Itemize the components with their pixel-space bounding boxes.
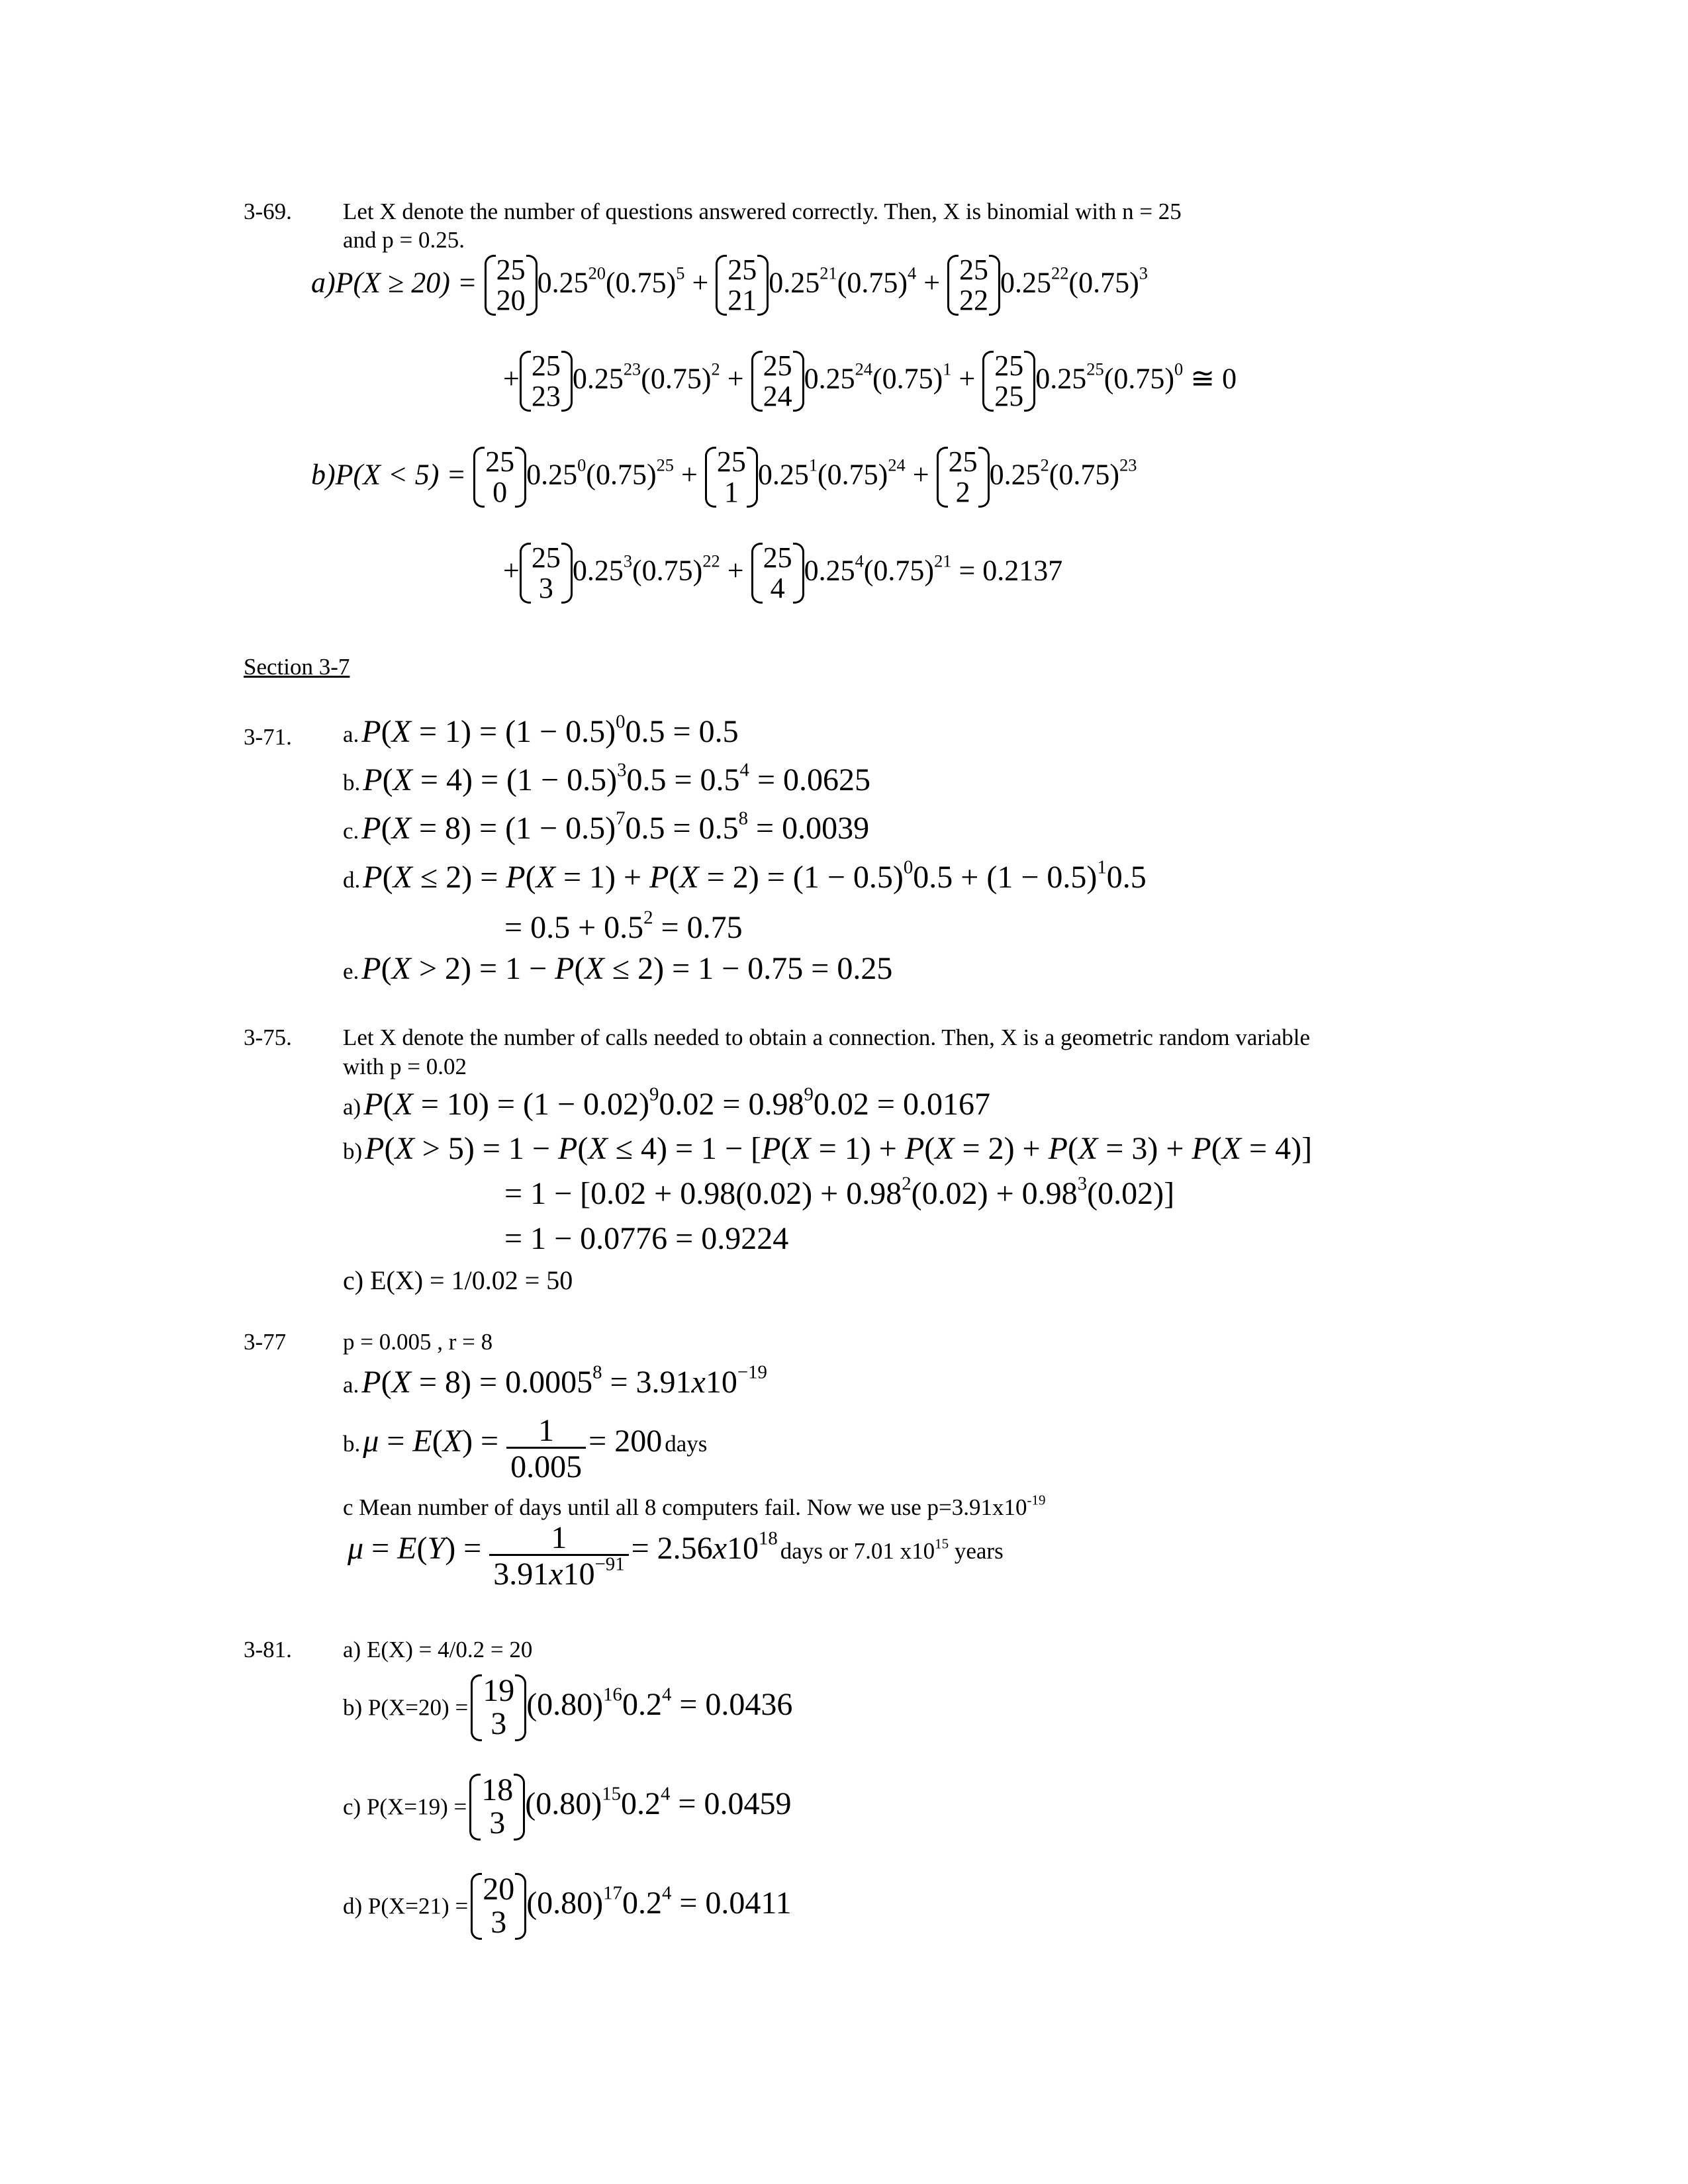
eq-371a: a. $P(X = 1) = (1 - 0.5)^00.5 = 0.5$ [343, 711, 739, 749]
eq-381b: b) P(X=20) = 19 3 $(0.80)^{16}0.2^4 = 0.0436$ [343, 1673, 793, 1742]
eq-377b-unit: days [665, 1431, 708, 1457]
eq-375b-line-3: = 1 − 0.0776 = 0.9224 [504, 1221, 789, 1256]
problem-377c-text-main: c Mean number of days until all 8 computers fail. Now we use p=3.91x10 [343, 1494, 1027, 1520]
problem-number-3-71: 3-71. [244, 724, 292, 750]
eq-371b: b. $P(X = 4) = (1 - 0.5)^30.5 = 0.5^4 = 0.0625$ [343, 759, 871, 797]
binom-25-1: 25 1 [705, 447, 758, 508]
eq-371d-label: d. [343, 867, 361, 893]
eq-369b-line-1: b)P(X < 5) = 25 0 $0.25^0(0.75)^{25}$ + 25 1 $0.25^1(0.75)^{24}$ + 25 2 $0.25^2(0.75)^{23}$ [311, 445, 1137, 509]
problem-intro-line-1: Let X denote the number of questions answered correctly. Then, X is binomial with n = 25 [343, 199, 1182, 224]
fraction: $\frac{1}{3.91x10^{-91}}$ [489, 1522, 628, 1590]
problem-377c-exponent: -19 [1027, 1492, 1046, 1508]
eq-381a: a) E(X) = 4/0.2 = 20 [343, 1637, 533, 1662]
eq-371b-label: b. [343, 770, 361, 796]
eq-375b-line-1: b) P(X > 5) = 1 − P(X ≤ 4) = 1 − [P(X = 1) + P(X = 2) + P(X = 3) + P(X = 4)] [343, 1131, 1313, 1166]
eq-371c: c. $P(X = 8) = (1 - 0.5)^70.5 = 0.5^8 = 0.0039$ [343, 807, 870, 846]
section-heading: Section 3-7 [244, 654, 350, 680]
binom-18-3: 18 3 [469, 1774, 525, 1841]
eq-381c-result: = 0.0459 [678, 1786, 792, 1822]
eq-371c-label: c. [343, 818, 359, 844]
eq-377c-unit-years: years [949, 1538, 1004, 1565]
binom-25-23: 25 23 [520, 351, 573, 412]
eq-375c: c) E(X) = 1/0.02 = 50 [343, 1265, 573, 1295]
eq-381c: c) P(X=19) = 18 3 $(0.80)^{15}0.2^4 = 0.0459$ [343, 1772, 792, 1841]
eq-381b-label: b) P(X=20) = [343, 1694, 469, 1721]
eq-377c: μ = E(Y) = $\frac{1}{3.91x10^{-91}}$ = $2.56x10^{18}$ days or 7.01 $x10^{15}$ years [348, 1520, 1004, 1592]
eq-369a-line-1: a)P(X ≥ 20) = 25 20 $0.25^{20}(0.75)^5$ + 25 21 $0.25^{21}(0.75)^4$ + 25 22 $0.25^{22}(0.75)^3$ [311, 253, 1148, 317]
binom-25-4: 25 4 [751, 543, 804, 604]
problem-number-3-75: 3-75. [244, 1024, 292, 1050]
eq-381b-result: = 0.0436 [679, 1687, 793, 1723]
binom-25-21: 25 21 [716, 255, 769, 316]
eq-381d: d) P(X=21) = 20 3 $(0.80)^{17}0.2^4 = 0.0411$ [343, 1872, 792, 1940]
eq-377a: a. $P(X = 8) = 0.0005^8 = 3.91x10^{-19}$ [343, 1361, 767, 1400]
eq-369a-line-2: + 25 23 $0.25^{23}(0.75)^2$ + 25 24 $0.25^{24}(0.75)^1$ + 25 25 $0.25^{25}(0.75)^0$ ≅ 0 [503, 349, 1237, 413]
binom-25-22: 25 22 [947, 255, 1000, 316]
eq-375a-label: a) [343, 1094, 361, 1120]
eq-381d-result: = 0.0411 [679, 1886, 792, 1921]
binom-25-0: 25 0 [473, 447, 526, 508]
binom-19-3: 19 3 [471, 1674, 526, 1741]
eq-369b-result: = 0.2137 [959, 554, 1063, 587]
binom-25-24: 25 24 [751, 351, 804, 412]
problem-intro-line-2: with p = 0.02 [343, 1054, 467, 1079]
eq-377c-unit-exponent: 15 [935, 1535, 949, 1552]
binom-25-2: 25 2 [937, 447, 990, 508]
binom-20-3: 20 3 [471, 1873, 526, 1940]
eq-381c-label: c) P(X=19) = [343, 1794, 467, 1820]
eq-377b-label: b. [343, 1431, 361, 1457]
eq-369a-label: a)P(X ≥ 20) = [311, 266, 477, 299]
problem-given: p = 0.005 , r = 8 [343, 1329, 493, 1355]
eq-375a: a) $P(X = 10) = (1 - 0.02)^90.02 = 0.98^90.02 = 0.0167$ [343, 1083, 990, 1122]
binom-25-20: 25 20 [485, 255, 538, 316]
eq-369b-line-2: + 25 3 $0.25^3(0.75)^{22}$ + 25 4 $0.25^4(0.75)^{21} = 0.2137$ [503, 541, 1063, 605]
eq-371d-line-1: d. $P(X \le 2) = P(X = 1) + P(X = 2) = (1 - 0.5)^00.5 + (1 - 0.5)^10.5$ [343, 856, 1147, 895]
eq-377a-label: a. [343, 1372, 359, 1398]
problem-377c-text [343, 1492, 1046, 1520]
eq-371e: e. P(X > 2) = 1 − P(X ≤ 2) = 1 − 0.75 = 0.25 [343, 951, 893, 986]
binom-25-3: 25 3 [520, 543, 573, 604]
eq-369b-label: b)P(X < 5) = [311, 458, 467, 491]
problem-number-3-81: 3-81. [244, 1637, 292, 1662]
eq-371e-label: e. [343, 958, 359, 984]
problem-intro-line-2: and p = 0.25. [343, 227, 465, 253]
problem-intro-line-1: Let X denote the number of calls needed to obtain a connection. Then, X is a geometric random variable [343, 1024, 1311, 1050]
problem-number-3-77: 3-77 [244, 1329, 287, 1355]
eq-371a-label: a. [343, 721, 359, 747]
eq-377b: b. μ = E(X) = $\frac{1}{0.005}$ = 200 days [343, 1413, 708, 1484]
eq-377c-unit: days or 7.01 x10 [780, 1538, 935, 1565]
problem-number-3-69: 3-69. [244, 199, 292, 224]
eq-371d-line-2: = $0.5 + 0.5^2 = 0.75$ [504, 907, 743, 945]
eq-381d-label: d) P(X=21) = [343, 1893, 469, 1919]
eq-375b-label: b) [343, 1138, 363, 1164]
fraction: $\frac{1}{0.005}$ [506, 1415, 586, 1483]
eq-375b-line-2: = $1 - [0.02 + 0.98(0.02) + 0.98^2(0.02) + 0.98^3(0.02)]$ [504, 1173, 1175, 1211]
eq-369a-result: ≅ 0 [1190, 362, 1237, 395]
binom-25-25: 25 25 [982, 351, 1035, 412]
